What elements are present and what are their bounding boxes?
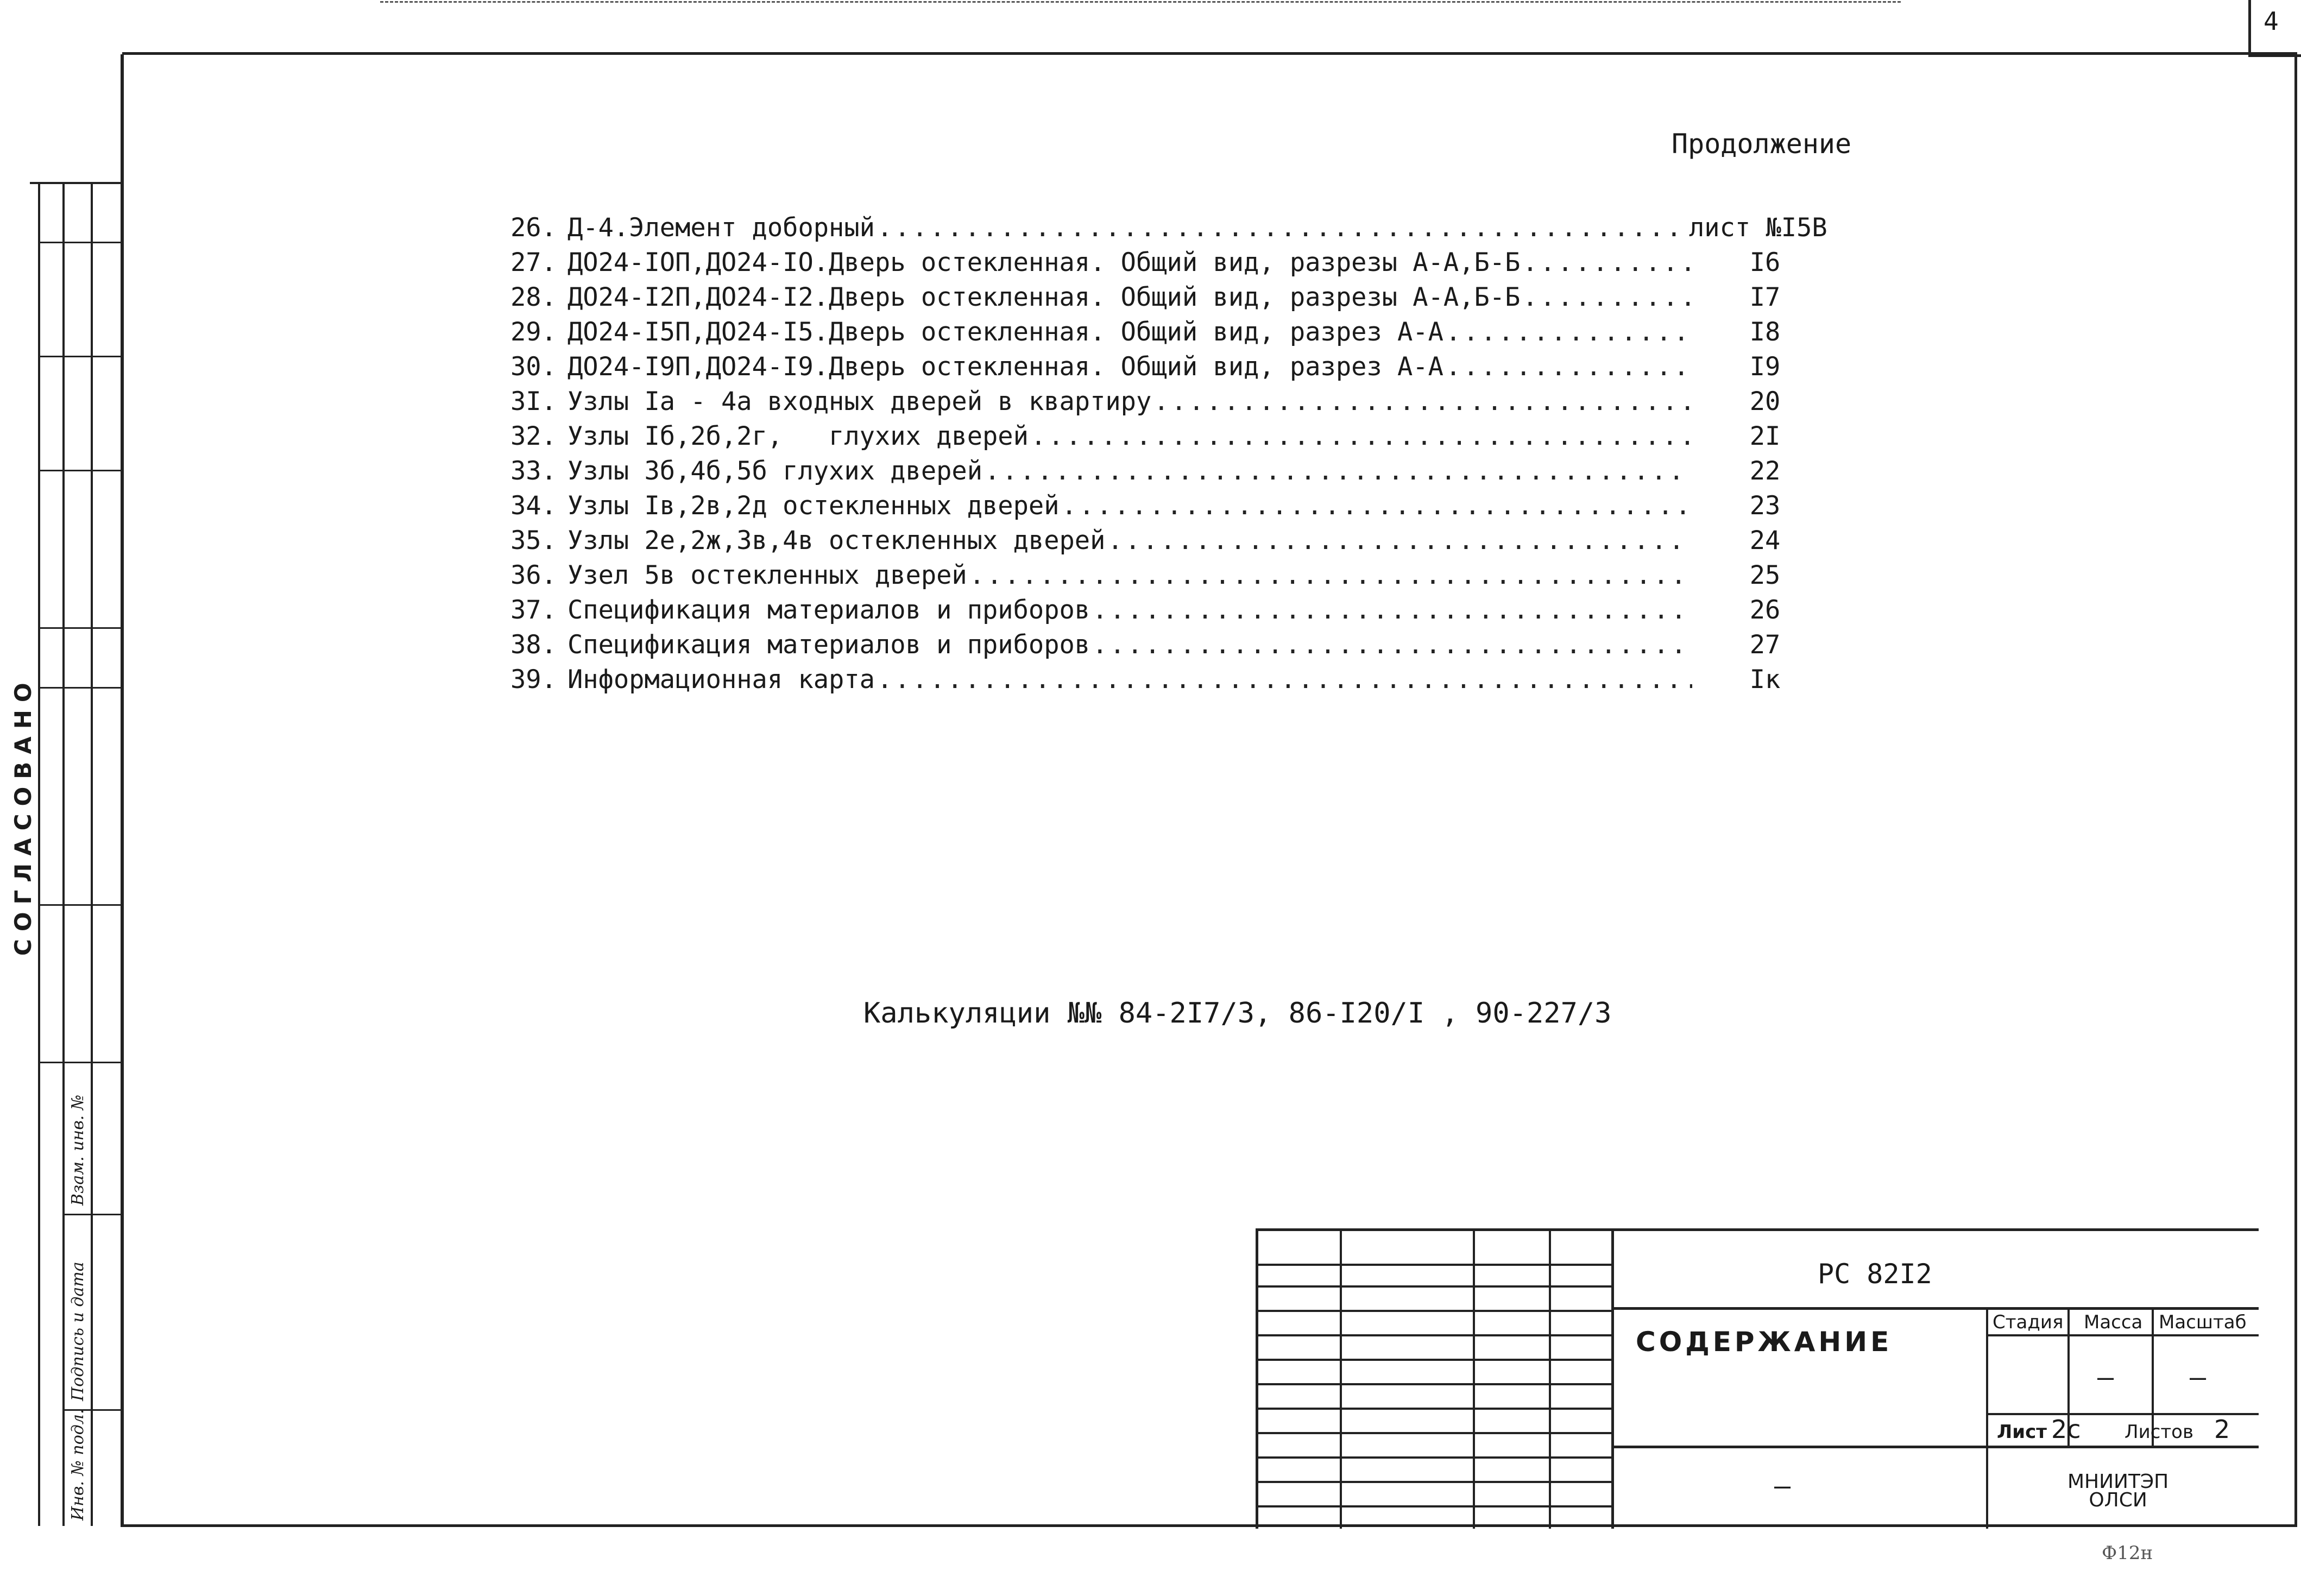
toc-row-sheet: 25 <box>1749 560 1781 590</box>
toc-row-sheet: 2I <box>1749 421 1781 451</box>
toc-row <box>510 282 1836 317</box>
toc-row-sheet: 27 <box>1749 630 1781 660</box>
toc-row <box>510 456 1836 491</box>
toc-leader-dots <box>1031 421 1692 451</box>
toc-row-sheet: I8 <box>1749 317 1781 347</box>
toc-row-title: Узлы Iа - 4а входных дверей в квартиру <box>568 387 1152 417</box>
title-block-dash: — <box>1774 1470 1791 1502</box>
toc-row <box>510 352 1836 387</box>
toc-leader-dots <box>1153 387 1692 417</box>
toc-leader-dots <box>877 213 1687 243</box>
toc-row <box>510 248 1836 282</box>
toc-row <box>510 630 1836 665</box>
toc-row-title: Информационная карта <box>568 665 875 695</box>
toc-row-number: 30. <box>510 352 557 382</box>
document-title: СОДЕРЖАНИЕ <box>1636 1326 1893 1358</box>
toc-row-number: 29. <box>510 317 557 347</box>
toc-row-number: 3I. <box>510 387 557 417</box>
toc-row-title: ДО24-I5П,ДО24-I5.Дверь остекленная. Общий вид, разрез А-А <box>568 317 1443 347</box>
frame-right-border <box>2294 52 2297 1526</box>
toc-row-sheet: I9 <box>1749 352 1781 382</box>
toc-leader-dots <box>1446 317 1692 347</box>
frame-top-border <box>122 52 2297 55</box>
stage-label: Стадия <box>1993 1311 2064 1333</box>
page-number: 4 <box>2264 7 2279 36</box>
toc-row-number: 38. <box>510 630 557 660</box>
strip-field-inventory: Взам. инв. № <box>68 1094 87 1206</box>
sheets-label: Листов <box>2125 1421 2194 1443</box>
sheet-value: 2с <box>2051 1415 2081 1444</box>
organization-name: МНИИТЭП ОЛСИ <box>2067 1471 2169 1511</box>
toc-row-number: 37. <box>510 595 557 625</box>
title-block <box>1256 1228 2259 1529</box>
toc-row-sheet: 24 <box>1749 526 1781 556</box>
toc-leader-dots <box>969 560 1692 590</box>
toc-leader-dots <box>1092 630 1692 660</box>
toc-leader-dots <box>1522 248 1692 277</box>
toc-row-number: 27. <box>510 248 557 277</box>
toc-row-number: 33. <box>510 456 557 486</box>
toc-row-sheet: 20 <box>1749 387 1781 417</box>
toc-row <box>510 317 1836 352</box>
continuation-label: Продолжение <box>1672 128 1852 160</box>
toc-row-title: Узлы Iб,2б,2г, глухих дверей <box>568 421 1029 451</box>
toc-row-number: 28. <box>510 282 557 312</box>
mass-label: Масса <box>2084 1311 2143 1333</box>
toc-row-sheet: 22 <box>1749 456 1781 486</box>
toc-row <box>510 421 1836 456</box>
scale-label: Масштаб <box>2159 1311 2247 1333</box>
toc-row-title: Узлы 3б,4б,5б глухих дверей <box>568 456 983 486</box>
toc-leader-dots <box>985 456 1692 486</box>
toc-row-number: 34. <box>510 491 557 521</box>
sheets-value: 2 <box>2214 1415 2230 1444</box>
toc-row-sheet: 23 <box>1749 491 1781 521</box>
toc-row-title: Узел 5в остекленных дверей <box>568 560 967 590</box>
toc-row-number: 32. <box>510 421 557 451</box>
toc-row-title: Д-4.Элемент доборный <box>568 213 875 243</box>
toc-leader-dots <box>1107 526 1692 556</box>
toc-row-title: Узлы Iв,2в,2д остекленных дверей <box>568 491 1060 521</box>
toc-row <box>510 665 1836 699</box>
strip-field-signature: Подпись и дата <box>68 1261 87 1401</box>
mass-value: — <box>2097 1361 2114 1393</box>
sheet-label: Лист <box>1997 1421 2047 1443</box>
toc-row-sheet: 26 <box>1749 595 1781 625</box>
toc-leader-dots <box>1446 352 1692 382</box>
form-code: Ф12н <box>2102 1542 2153 1564</box>
toc-row-number: 35. <box>510 526 557 556</box>
toc-row-number: 26. <box>510 213 557 243</box>
toc-row-title: ДО24-IОП,ДО24-IО.Дверь остекленная. Общий вид, разрезы А-А,Б-Б <box>568 248 1521 277</box>
toc-row-sheet: Iк <box>1749 665 1781 695</box>
toc-row <box>510 526 1836 560</box>
scale-value: — <box>2190 1361 2207 1393</box>
toc-row <box>510 213 1836 248</box>
calculation-reference: Калькуляции №№ 84-2I7/3, 86-I20/I , 90-227/3 <box>863 997 1612 1030</box>
toc-row <box>510 491 1836 526</box>
toc-row-number: 36. <box>510 560 557 590</box>
toc-row-sheet: лист №I5В <box>1689 213 1827 243</box>
toc-leader-dots <box>1092 595 1692 625</box>
toc-leader-dots <box>877 665 1692 695</box>
toc-row-title: Спецификация материалов и приборов <box>568 630 1090 660</box>
toc-leader-dots <box>1522 282 1692 312</box>
toc-row-title: ДО24-I2П,ДО24-I2.Дверь остекленная. Общий вид, разрезы А-А,Б-Б <box>568 282 1521 312</box>
toc-row <box>510 387 1836 421</box>
toc-row <box>510 560 1836 595</box>
toc-row-title: ДО24-I9П,ДО24-I9.Дверь остекленная. Общий вид, разрез А-А <box>568 352 1443 382</box>
strip-field-original: Инв. № подл. <box>68 1409 87 1521</box>
toc-leader-dots <box>1061 491 1692 521</box>
toc-row-title: Узлы 2е,2ж,3в,4в остекленных дверей <box>568 526 1106 556</box>
toc-row-number: 39. <box>510 665 557 695</box>
document-code: РС 82I2 <box>1818 1258 1932 1290</box>
toc-row-sheet: I7 <box>1749 282 1781 312</box>
top-edge-dashes <box>380 1 1901 3</box>
toc-row <box>510 595 1836 630</box>
table-of-contents <box>510 213 1836 699</box>
toc-row-title: Спецификация материалов и приборов <box>568 595 1090 625</box>
toc-row-sheet: I6 <box>1749 248 1781 277</box>
